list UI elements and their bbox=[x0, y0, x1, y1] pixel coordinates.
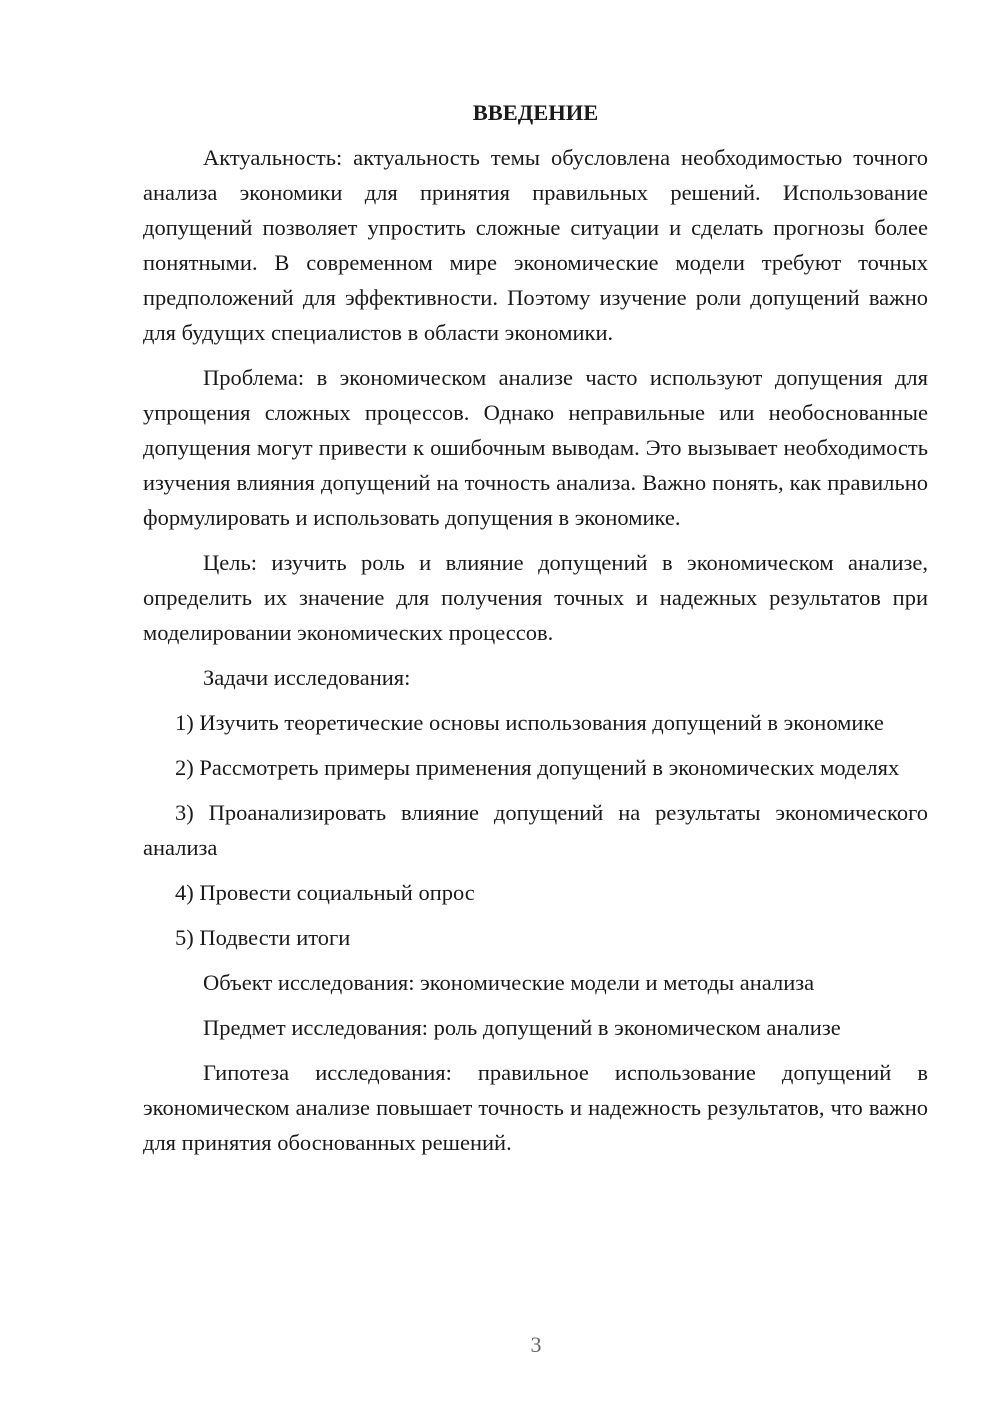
problem-paragraph: Проблема: в экономическом анализе часто используют допущения для упрощения сложных процессов. Однако неправильные или необоснованные допущения могут привести к ошибочным выводам. Это вызывает необходимость изучения влияния допущений на точность анализа. Важно понять, как правильно формулировать и использовать допущения в экономике. bbox=[143, 365, 928, 530]
goal-paragraph: Цель: изучить роль и влияние допущений в экономическом анализе, определить их значение для получения точных и надежных результатов при моделировании экономических процессов. bbox=[143, 550, 928, 645]
task-item: 2) Рассмотреть примеры применения допущений в экономических моделях bbox=[175, 755, 900, 780]
section-title: ВВЕДЕНИЕ bbox=[472, 100, 599, 125]
document-body bbox=[143, 95, 928, 1170]
research-subject: Предмет исследования: роль допущений в экономическом анализе bbox=[203, 1015, 841, 1040]
relevance-paragraph: Актуальность: актуальность темы обусловлена необходимостью точного анализа экономики для принятия правильных решений. Использование допущений позволяет упростить сложные ситуации и сделать прогнозы более понятными. В современном мире экономические модели требуют точных предположений для эффективности. Поэтому изучение роли допущений важно для будущих специалистов в области экономики. bbox=[143, 145, 928, 345]
research-hypothesis: Гипотеза исследования: правильное использование допущений в экономическом анализе повышает точность и надежность результатов, что важно для принятия обоснованных решений. bbox=[143, 1060, 928, 1155]
research-object: Объект исследования: экономические модели и методы анализа bbox=[203, 970, 815, 995]
tasks-heading: Задачи исследования: bbox=[203, 665, 411, 690]
task-item: 5) Подвести итоги bbox=[175, 925, 351, 950]
task-item: 1) Изучить теоретические основы использования допущений в экономике bbox=[175, 710, 884, 735]
task-item: 3) Проанализировать влияние допущений на результаты экономического анализа bbox=[143, 800, 928, 860]
page-number: 3 bbox=[530, 1332, 542, 1357]
task-item: 4) Провести социальный опрос bbox=[175, 880, 475, 905]
